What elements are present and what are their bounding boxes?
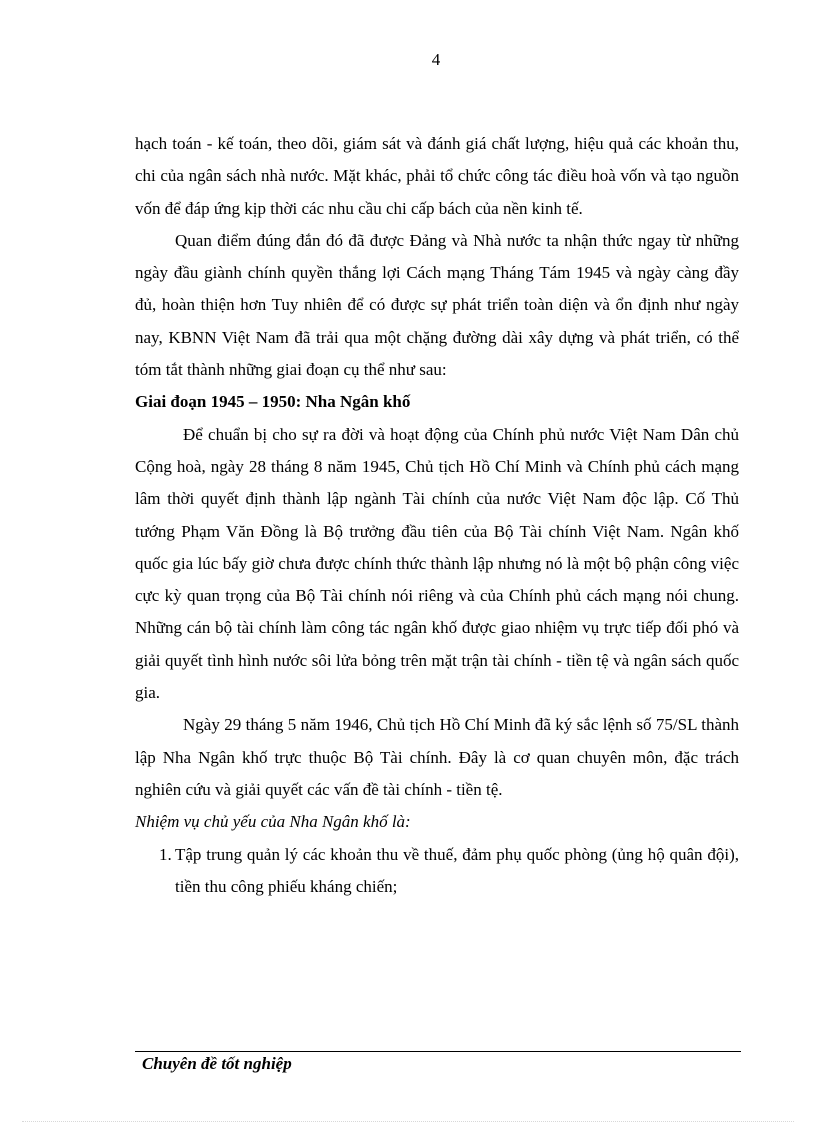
list-item	[135, 839, 739, 904]
page-bottom-edge	[22, 1121, 794, 1122]
list-item-number: 1.	[159, 844, 172, 864]
paragraph-2: Quan điểm đúng đắn đó đã được Đảng và Nhà nước ta nhận thức ngay từ những ngày đầu giành chính quyền thắng lợi Cách mạng Tháng Tám 1945 và ngày càng đầy đủ, hoàn thiện hơn Tuy nhiên để có được sự phát triển toàn diện và ổn định như ngày nay, KBNN Việt Nam đã trải qua một chặng đường dài xây dựng và phát triển, có thể tóm tắt thành những giai đoạn cụ thể như sau:	[135, 230, 739, 380]
list-lead: Nhiệm vụ chủ yếu của Nha Ngân khố là:	[135, 812, 411, 832]
list-item-text: Tập trung quản lý các khoản thu về thuế, đảm phụ quốc phòng (ủng hộ quân đội), tiền thu công phiếu kháng chiến;	[175, 844, 739, 896]
section-heading: Giai đoạn 1945 – 1950: Nha Ngân khố	[135, 392, 411, 412]
page-number: 4	[431, 50, 441, 69]
paragraph-3: Để chuẩn bị cho sự ra đời và hoạt động của Chính phủ nước Việt Nam Dân chủ Cộng hoà, ngày 28 tháng 8 năm 1945, Chủ tịch Hồ Chí Minh và Chính phủ cách mạng lâm thời quyết định thành lập ngành Tài chính của nước Việt Nam độc lập. Cố Thủ tướng Phạm Văn Đồng là Bộ trưởng đầu tiên của Bộ Tài chính Việt Nam. Ngân khố quốc gia lúc bấy giờ chưa được chính thức thành lập nhưng nó là một bộ phận công việc cực kỳ quan trọng của Bộ Tài chính nói riêng và của Chính phủ cách mạng nói chung. Những cán bộ tài chính làm công tác ngân khố được giao nhiệm vụ trực tiếp đối phó và giải quyết tình hình nước sôi lửa bỏng trên mặt trận tài chính - tiền tệ và ngân sách quốc gia.	[135, 424, 739, 703]
paragraph-4: Ngày 29 tháng 5 năm 1946, Chủ tịch Hồ Chí Minh đã ký sắc lệnh số 75/SL thành lập Nha Ngân khố trực thuộc Bộ Tài chính. Đây là cơ quan chuyên môn, đặc trách nghiên cứu và giải quyết các vấn đề tài chính - tiền tệ.	[135, 715, 739, 799]
document-body	[135, 128, 739, 903]
footer-title: Chuyên đề tốt nghiệp	[142, 1054, 292, 1073]
duties-list	[135, 839, 739, 904]
footer-divider	[135, 1051, 741, 1052]
paragraph-1: hạch toán - kế toán, theo dõi, giám sát và đánh giá chất lượng, hiệu quả các khoản thu, chi của ngân sách nhà nước. Mặt khác, phải tổ chức công tác điều hoà vốn và tạo nguồn vốn để đáp ứng kịp thời các nhu cầu chi cấp bách của nền kinh tế.	[135, 134, 739, 218]
